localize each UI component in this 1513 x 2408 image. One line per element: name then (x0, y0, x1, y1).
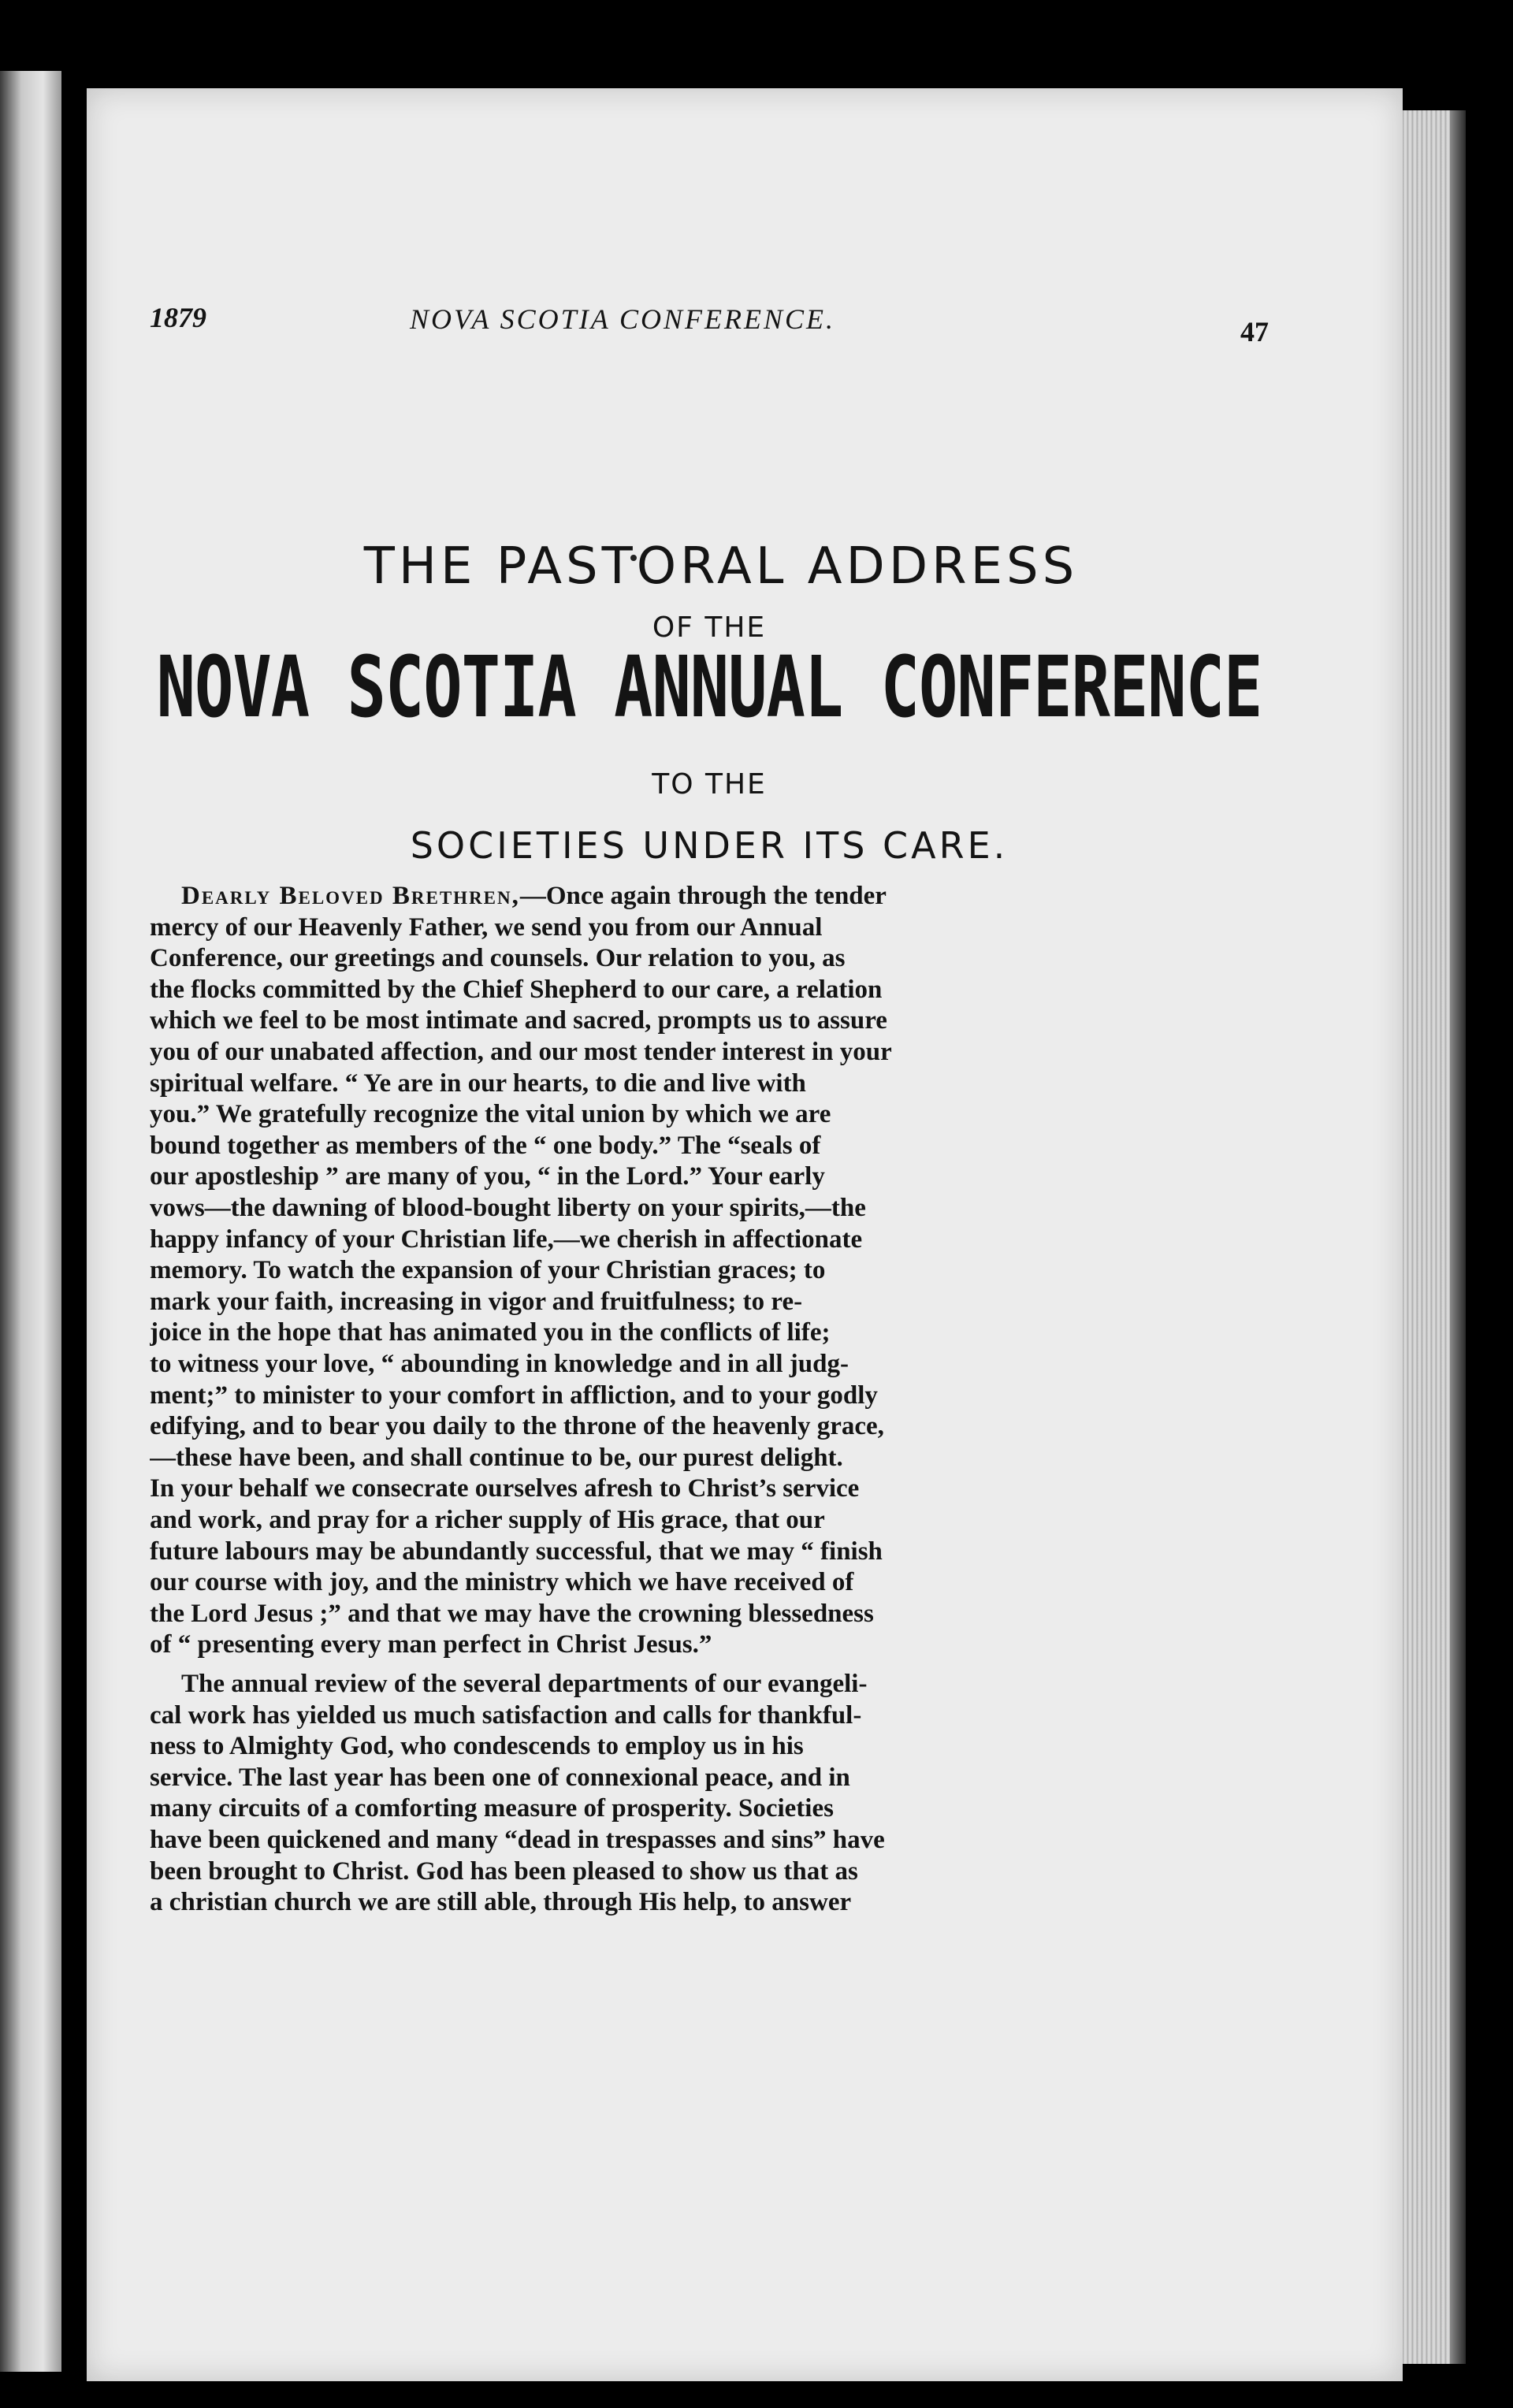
text-line: which we feel to be most intimate and sacred, prompts us to assure (150, 1006, 887, 1035)
paragraph-2 (150, 1669, 1269, 1919)
title-pastoral-address: THE PASTORAL ADDRESS (363, 537, 1079, 596)
text-line: memory. To watch the expansion of your Christian graces; to (150, 1256, 826, 1285)
salutation: Dearly Beloved Brethren, (181, 882, 520, 911)
text-line: —these have been, and shall continue to be, our purest delight. (150, 1443, 843, 1472)
page-number: 47 (1240, 316, 1269, 347)
text-line: been brought to Christ. God has been pleased to show us that as (150, 1856, 858, 1886)
text-line: service. The last year has been one of connexional peace, and in (150, 1763, 850, 1792)
text-line: In your behalf we consecrate ourselves afresh to Christ’s service (150, 1474, 860, 1503)
text-line: ment;” to minister to your comfort in affliction, and to your godly (150, 1381, 878, 1410)
previous-page-edge (0, 71, 61, 2372)
text-line: ness to Almighty God, who condescends to employ us in his (150, 1732, 804, 1761)
text-line: edifying, and to bear you daily to the throne of the heavenly grace, (150, 1412, 884, 1441)
text-line: Conference, our greetings and counsels. Our relation to you, as (150, 944, 846, 973)
page-content (150, 301, 1269, 1919)
text-line: cal work has yielded us much satisfaction and calls for thankful- (150, 1700, 862, 1730)
body-text (150, 881, 1269, 1919)
text-line: the flocks committed by the Chief Shepherd to our care, a relation (150, 975, 883, 1004)
title-conference-name: NOVA SCOTIA ANNUAL CONFERENCE (156, 639, 1262, 738)
text-line: future labours may be abundantly successful, that we may “ finish (150, 1537, 883, 1566)
text-line: our apostleship ” are many of you, “ in the Lord.” Your early (150, 1162, 825, 1191)
running-head (150, 301, 1269, 372)
text-line: and work, and pray for a richer supply of His grace, that our (150, 1505, 825, 1534)
title-to-the: TO THE (652, 768, 767, 801)
text-line: of “ presenting every man perfect in Christ Jesus.” (150, 1630, 712, 1659)
title-of-the: OF THE (652, 611, 767, 644)
running-head-year: 1879 (150, 302, 206, 333)
running-head-title: NOVA SCOTIA CONFERENCE. (410, 303, 836, 335)
text-line: you.” We gratefully recognize the vital union by which we are (150, 1100, 831, 1129)
text-line: bound together as members of the “ one body.” The “seals of (150, 1131, 821, 1160)
text-line: The annual review of the several departments of our evangeli- (181, 1669, 868, 1698)
text-line: Dearly Beloved Brethren,—Once again through the tender (181, 882, 887, 911)
text-line: happy infancy of your Christian life,—we cherish in affectionate (150, 1224, 863, 1254)
text-line: have been quickened and many “dead in trespasses and sins” have (150, 1825, 885, 1854)
text-line: to witness your love, “ abounding in knowledge and in all judg- (150, 1350, 849, 1378)
text-line: vows—the dawning of blood-bought liberty on your spirits,—the (150, 1194, 866, 1223)
text-line: you of our unabated affection, and our most tender interest in your (150, 1038, 892, 1067)
text-line: mark your faith, increasing in vigor and fruitfulness; to re- (150, 1287, 803, 1316)
book-page (87, 88, 1403, 2381)
paragraph-gap (150, 1661, 1269, 1669)
text-line: mercy of our Heavenly Father, we send you from our Annual (150, 912, 823, 942)
text-line: the Lord Jesus ;” and that we may have the crowning blessedness (150, 1599, 874, 1628)
paragraph-1 (150, 881, 1269, 1661)
title-societies: SOCIETIES UNDER ITS CARE. (410, 824, 1009, 868)
text-line: joice in the hope that has animated you in the conflicts of life; (150, 1318, 831, 1347)
text-line: spiritual welfare. “ Ye are in our hearts, to die and live with (150, 1068, 806, 1098)
text-line: our course with joy, and the ministry which we have received of (150, 1568, 854, 1597)
text-line: a christian church we are still able, through His help, to answer (150, 1888, 852, 1917)
text-line: many circuits of a comforting measure of prosperity. Societies (150, 1794, 834, 1823)
page-stack-edges (1395, 110, 1466, 2364)
